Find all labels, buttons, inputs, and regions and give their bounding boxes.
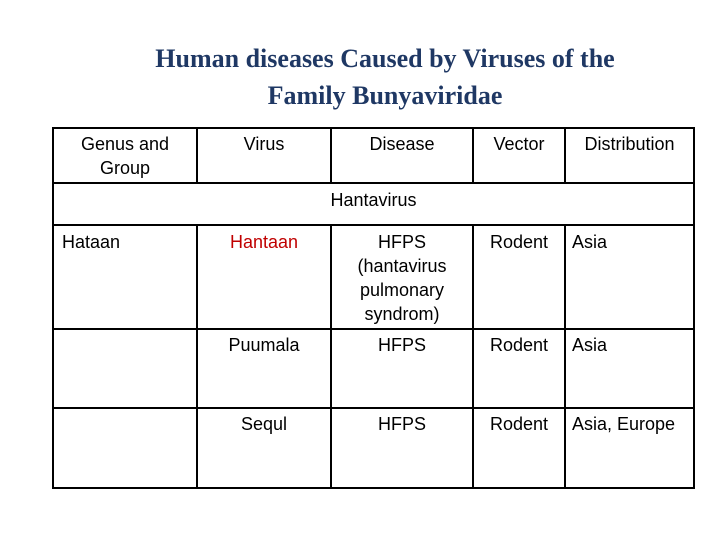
header-genus-line-2: Group (99, 158, 151, 178)
header-genus-line-1: Genus and (80, 134, 170, 154)
row-2-virus: Puumala (228, 335, 300, 355)
header-disease: Disease (369, 134, 435, 154)
genus-value: Hataan (62, 232, 121, 252)
row-2-distribution: Asia (572, 335, 608, 355)
row-1-disease-line-3: pulmonary (359, 280, 445, 300)
border-left (52, 127, 54, 489)
row-3-virus: Sequl (240, 414, 288, 434)
row-3-disease: HFPS (377, 414, 426, 434)
border-group-bottom (52, 224, 695, 226)
row-1-distribution: Asia (572, 232, 608, 252)
row-3-distribution: Asia, Europe (572, 414, 676, 434)
row-1-disease-line-1: HFPS (377, 232, 426, 252)
row-1-disease (332, 230, 472, 326)
row-1-disease-line-4: syndrom) (364, 304, 440, 324)
row-3-vector: Rodent (489, 414, 549, 434)
title-line-2: Family Bunyaviridae (267, 81, 503, 110)
border-right (693, 127, 695, 489)
border-top (52, 127, 695, 129)
border-col-4-body (564, 224, 566, 489)
header-genus (54, 132, 196, 180)
row-1-vector: Rodent (489, 232, 549, 252)
slide-title (0, 40, 720, 114)
border-bottom (52, 487, 695, 489)
header-distribution: Distribution (584, 134, 675, 154)
group-label: Hantavirus (330, 190, 417, 210)
border-row-2 (52, 407, 695, 409)
row-1-virus: Hantaan (229, 232, 299, 252)
title-line-1: Human diseases Caused by Viruses of the (155, 44, 615, 73)
header-virus: Virus (243, 134, 285, 154)
row-2-vector: Rodent (489, 335, 549, 355)
virus-table (52, 127, 695, 489)
row-1-disease-line-2: (hantavirus (357, 256, 447, 276)
border-row-1 (52, 328, 695, 330)
header-vector: Vector (493, 134, 545, 154)
border-header-bottom (52, 182, 695, 184)
row-2-disease: HFPS (377, 335, 426, 355)
